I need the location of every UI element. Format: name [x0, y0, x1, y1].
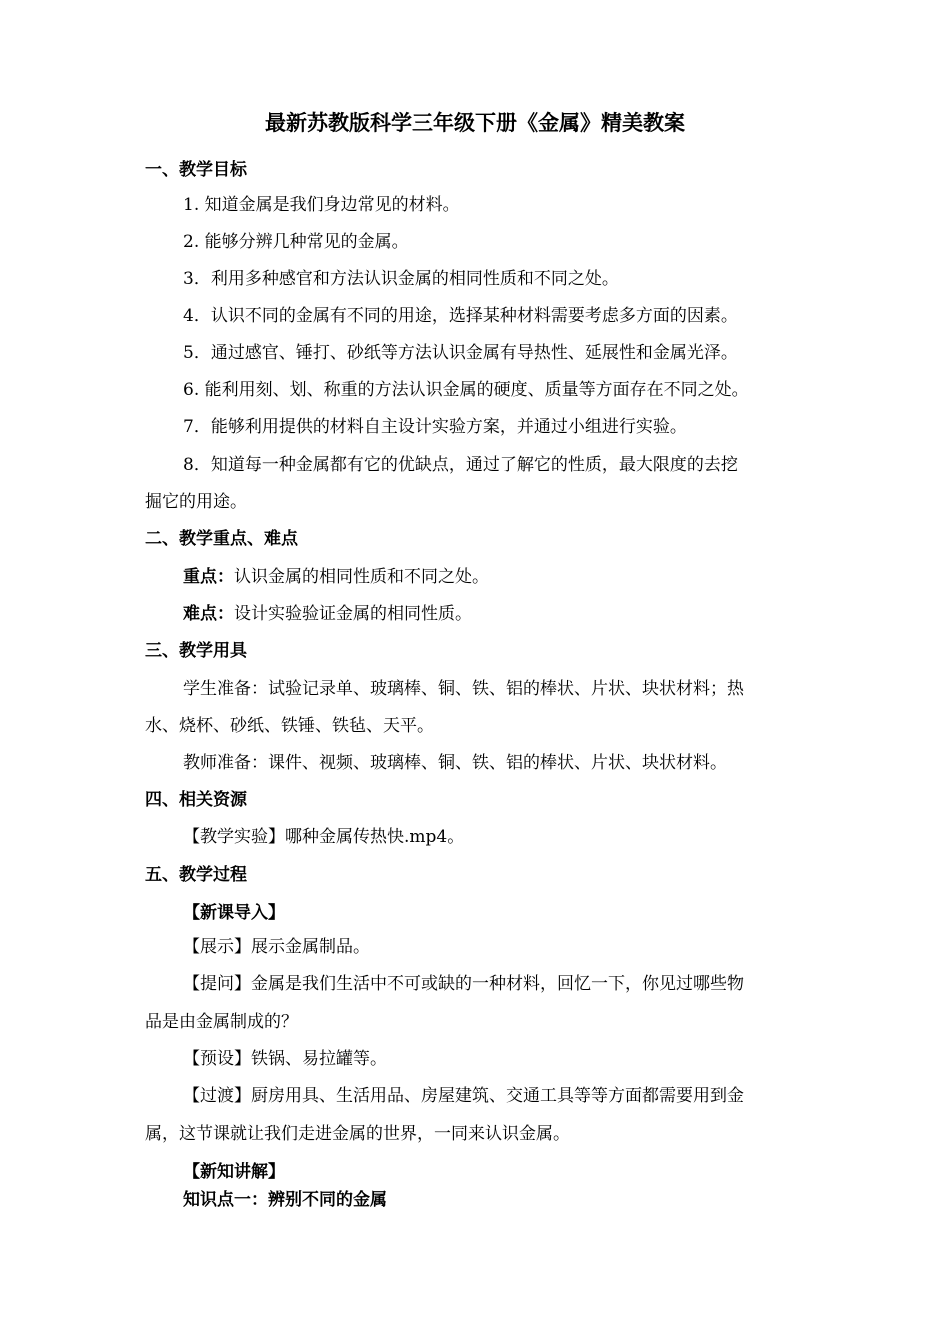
transition-line: 【过渡】厨房用具、生活用品、房屋建筑、交通工具等等方面都需要用到金 — [183, 1086, 744, 1106]
teacher-prep-line: 教师准备：课件、视频、玻璃棒、铜、铁、铝的棒状、片状、块状材料。 — [183, 753, 727, 773]
question-line: 【提问】金属是我们生活中不可或缺的一种材料，回忆一下，你见过哪些物 — [183, 974, 744, 994]
goal-item: 4．认识不同的金属有不同的用途，选择某种材料需要考虑多方面的因素。 — [183, 306, 738, 326]
key-point-label: 重点： — [183, 567, 234, 587]
section-heading-process: 五、教学过程 — [145, 865, 247, 885]
goal-item: 5．通过感官、锤打、砂纸等方法认识金属有导热性、延展性和金属光泽。 — [183, 343, 738, 363]
student-prep-line-continued: 水、烧杯、砂纸、铁锤、铁毡、天平。 — [145, 716, 434, 736]
new-knowledge-heading: 【新知讲解】 — [183, 1162, 285, 1182]
knowledge-point-heading: 知识点一：辨别不同的金属 — [183, 1190, 387, 1210]
key-point-text: 认识金属的相同性质和不同之处。 — [234, 567, 489, 587]
document-title: 最新苏教版科学三年级下册《金属》精美教案 — [265, 111, 685, 135]
goal-item: 2. 能够分辨几种常见的金属。 — [183, 232, 409, 252]
goal-item: 8．知道每一种金属都有它的优缺点，通过了解它的性质，最大限度的去挖 — [183, 455, 738, 475]
goal-item: 6. 能利用刻、划、称重的方法认识金属的硬度、质量等方面存在不同之处。 — [183, 380, 749, 400]
show-line: 【展示】展示金属制品。 — [183, 937, 370, 957]
question-line-continued: 品是由金属制成的？ — [145, 1012, 298, 1032]
goal-item-continued: 掘它的用途。 — [145, 492, 247, 512]
student-prep-line: 学生准备：试验记录单、玻璃棒、铜、铁、铝的棒状、片状、块状材料；热 — [183, 679, 744, 699]
resource-line: 【教学实验】哪种金属传热快.mp4。 — [183, 827, 465, 847]
section-heading-key-points: 二、教学重点、难点 — [145, 529, 298, 549]
section-heading-resources: 四、相关资源 — [145, 790, 247, 810]
difficulty-label: 难点： — [183, 604, 234, 624]
preset-line: 【预设】铁锅、易拉罐等。 — [183, 1049, 387, 1069]
goal-item: 3．利用多种感官和方法认识金属的相同性质和不同之处。 — [183, 269, 619, 289]
goal-item: 7．能够利用提供的材料自主设计实验方案，并通过小组进行实验。 — [183, 417, 687, 437]
key-point-line — [183, 565, 950, 589]
difficulty-line — [183, 602, 950, 626]
difficulty-text: 设计实验验证金属的相同性质。 — [234, 604, 472, 624]
transition-line-continued: 属，这节课就让我们走进金属的世界，一同来认识金属。 — [145, 1124, 570, 1144]
section-heading-goals: 一、教学目标 — [145, 160, 247, 180]
goal-item: 1. 知道金属是我们身边常见的材料。 — [183, 195, 460, 215]
intro-heading: 【新课导入】 — [183, 903, 285, 923]
section-heading-tools: 三、教学用具 — [145, 641, 247, 661]
